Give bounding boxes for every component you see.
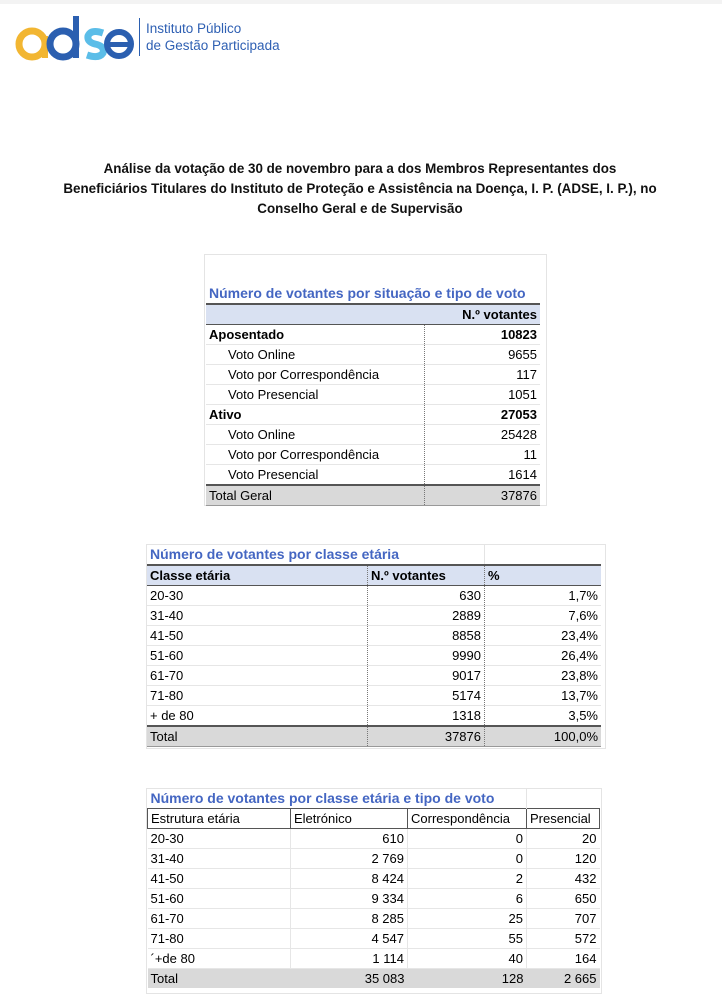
table-row xyxy=(147,666,601,686)
row-value: 10823 xyxy=(424,325,540,345)
title-line-1: Análise da votação de 30 de novembro para a dos Membros Representantes dos xyxy=(103,161,617,176)
cell: ´+de 80 xyxy=(148,949,291,969)
cell: 25 xyxy=(408,909,527,929)
row-value: 1614 xyxy=(424,465,540,486)
cell: 572 xyxy=(527,929,600,949)
cell: 8 285 xyxy=(291,909,408,929)
table3-caption: Número de votantes por classe etária e tipo de voto xyxy=(150,790,495,806)
cell: 40 xyxy=(408,949,527,969)
table-row xyxy=(206,445,540,465)
cell: 20-30 xyxy=(148,829,291,849)
cell: 51-60 xyxy=(148,889,291,909)
row-value: 27053 xyxy=(424,405,540,425)
adse-logo-mark xyxy=(15,12,135,62)
cell: 41-50 xyxy=(147,626,368,646)
row-label: Ativo xyxy=(206,405,424,425)
cell: 128 xyxy=(408,969,527,989)
cell: 71-80 xyxy=(147,686,368,706)
cell: 1,7% xyxy=(485,586,602,606)
title-line-3: Conselho Geral e de Supervisão xyxy=(257,201,463,216)
cell: 9 334 xyxy=(291,889,408,909)
org-line-2: de Gestão Participada xyxy=(146,38,280,53)
cell: 61-70 xyxy=(148,909,291,929)
table1-header-blank xyxy=(206,304,424,325)
table-row xyxy=(148,889,600,909)
cell: 37876 xyxy=(368,726,485,747)
table-row xyxy=(148,929,600,949)
column-header: Estrutura etária xyxy=(148,809,291,829)
cell: 630 xyxy=(368,586,485,606)
cell: 31-40 xyxy=(147,606,368,626)
cell: 610 xyxy=(291,829,408,849)
table2-caption: Número de votantes por classe etária xyxy=(150,546,399,562)
table-row xyxy=(148,869,600,889)
cell: 0 xyxy=(408,849,527,869)
cell: 1318 xyxy=(368,706,485,727)
table-row xyxy=(206,385,540,405)
column-header: Classe etária xyxy=(147,565,368,586)
votes-by-status-table xyxy=(206,256,540,506)
column-header: % xyxy=(485,565,602,586)
cell: 2 xyxy=(408,869,527,889)
caption-blank xyxy=(527,789,600,809)
document-title xyxy=(60,159,660,219)
cell: 3,5% xyxy=(485,706,602,727)
cell: 9017 xyxy=(368,666,485,686)
column-header: N.º votantes xyxy=(368,565,485,586)
cell: 8 424 xyxy=(291,869,408,889)
table1-caption: Número de votantes por situação e tipo de voto xyxy=(209,285,526,301)
row-value: 25428 xyxy=(424,425,540,445)
row-label: Voto Presencial xyxy=(206,385,424,405)
column-header: Correspondência xyxy=(408,809,527,829)
table-row xyxy=(147,626,601,646)
votes-by-age-table xyxy=(147,545,601,747)
row-label: Voto Presencial xyxy=(206,465,424,486)
cell: 0 xyxy=(408,829,527,849)
adse-logo xyxy=(15,12,280,62)
table-row xyxy=(147,706,601,727)
table1-header-votantes: N.º votantes xyxy=(424,304,540,325)
cell: 2889 xyxy=(368,606,485,626)
table-row xyxy=(148,829,600,849)
cell: 41-50 xyxy=(148,869,291,889)
cell: 7,6% xyxy=(485,606,602,626)
table-row xyxy=(147,586,601,606)
cell: 120 xyxy=(527,849,600,869)
cell: 61-70 xyxy=(147,666,368,686)
table-row xyxy=(206,365,540,385)
total-row xyxy=(148,969,600,989)
cell: 2 665 xyxy=(527,969,600,989)
column-header: Presencial xyxy=(527,809,600,829)
cell: 2 769 xyxy=(291,849,408,869)
row-label: Voto por Correspondência xyxy=(206,445,424,465)
cell: 26,4% xyxy=(485,646,602,666)
cell: 23,4% xyxy=(485,626,602,646)
row-label: Voto Online xyxy=(206,425,424,445)
logo-divider xyxy=(139,18,140,56)
cell: 51-60 xyxy=(147,646,368,666)
cell: 1 114 xyxy=(291,949,408,969)
cell: 71-80 xyxy=(148,929,291,949)
cell: 164 xyxy=(527,949,600,969)
total-row xyxy=(206,485,540,506)
total-row xyxy=(147,726,601,747)
cell: 13,7% xyxy=(485,686,602,706)
cell: 707 xyxy=(527,909,600,929)
cell: 23,8% xyxy=(485,666,602,686)
cell: + de 80 xyxy=(147,706,368,727)
table-row xyxy=(148,909,600,929)
table-row xyxy=(147,646,601,666)
org-line-1: Instituto Público xyxy=(146,21,242,36)
total-label: Total Geral xyxy=(206,485,424,506)
cell: 20 xyxy=(527,829,600,849)
cell: Total xyxy=(147,726,368,747)
cell: 650 xyxy=(527,889,600,909)
row-label: Aposentado xyxy=(206,325,424,345)
table-row xyxy=(206,405,540,425)
adse-logo-icon xyxy=(15,12,135,62)
row-label: Voto Online xyxy=(206,345,424,365)
top-bar xyxy=(0,0,722,4)
table-row xyxy=(206,345,540,365)
cell: 8858 xyxy=(368,626,485,646)
org-name xyxy=(146,20,280,54)
cell: 5174 xyxy=(368,686,485,706)
column-header: Eletrónico xyxy=(291,809,408,829)
cell: Total xyxy=(148,969,291,989)
table-row xyxy=(147,606,601,626)
cell: 6 xyxy=(408,889,527,909)
cell: 4 547 xyxy=(291,929,408,949)
total-value: 37876 xyxy=(424,485,540,506)
row-value: 117 xyxy=(424,365,540,385)
caption-blank xyxy=(485,545,602,565)
table-row xyxy=(147,686,601,706)
cell: 9990 xyxy=(368,646,485,666)
title-line-2: Beneficiários Titulares do Instituto de Proteção e Assistência na Doença, I. P. (ADSE, I. P.), no xyxy=(63,181,657,196)
cell: 55 xyxy=(408,929,527,949)
table-row xyxy=(148,849,600,869)
cell: 20-30 xyxy=(147,586,368,606)
row-value: 1051 xyxy=(424,385,540,405)
row-value: 9655 xyxy=(424,345,540,365)
row-value: 11 xyxy=(424,445,540,465)
table-row xyxy=(206,465,540,486)
cell: 31-40 xyxy=(148,849,291,869)
cell: 100,0% xyxy=(485,726,602,747)
table-row xyxy=(206,325,540,345)
cell: 35 083 xyxy=(291,969,408,989)
table-row xyxy=(148,949,600,969)
votes-by-age-and-type-table xyxy=(147,789,600,988)
cell: 432 xyxy=(527,869,600,889)
table-row xyxy=(206,425,540,445)
row-label: Voto por Correspondência xyxy=(206,365,424,385)
